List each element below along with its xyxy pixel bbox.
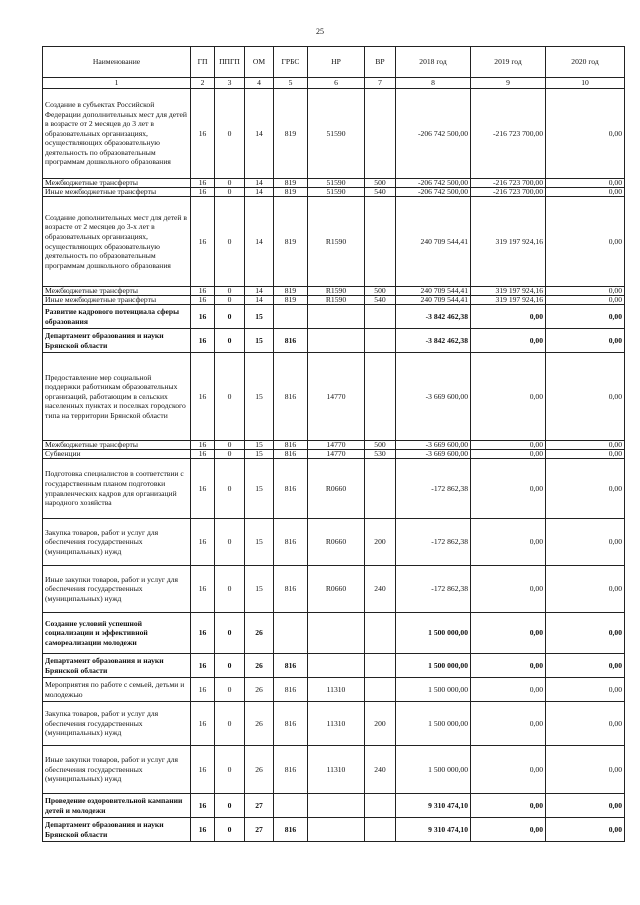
vr-cell — [365, 329, 396, 353]
ppgp-cell: 0 — [215, 287, 245, 296]
ppgp-cell: 0 — [215, 441, 245, 450]
vr-cell — [365, 89, 396, 179]
gp-cell: 16 — [191, 296, 215, 305]
ppgp-cell: 0 — [215, 450, 245, 459]
column-header: ВР — [365, 47, 396, 78]
amount-2018-cell: -3 842 462,38 — [396, 305, 471, 329]
gp-cell: 16 — [191, 197, 215, 287]
nr-cell: 11310 — [308, 702, 365, 746]
amount-2020-cell: 0,00 — [546, 188, 625, 197]
om-cell: 15 — [245, 566, 274, 613]
amount-2020-cell: 0,00 — [546, 818, 625, 842]
nr-cell: R0660 — [308, 519, 365, 566]
amount-2019-cell: 319 197 924,16 — [471, 296, 546, 305]
nr-cell: R1590 — [308, 287, 365, 296]
om-cell: 27 — [245, 794, 274, 818]
nr-cell — [308, 654, 365, 678]
ppgp-cell: 0 — [215, 305, 245, 329]
row-name-cell: Межбюджетные трансферты — [43, 179, 191, 188]
row-name-cell: Иные закупки товаров, работ и услуг для обеспечения государственных (муниципальных) нужд — [43, 746, 191, 794]
grbs-cell: 816 — [274, 441, 308, 450]
table-row — [43, 566, 625, 613]
vr-cell — [365, 613, 396, 654]
amount-2019-cell: 0,00 — [471, 678, 546, 702]
column-header: ППГП — [215, 47, 245, 78]
column-number: 8 — [396, 78, 471, 89]
amount-2020-cell: 0,00 — [546, 353, 625, 441]
om-cell: 15 — [245, 450, 274, 459]
nr-cell — [308, 818, 365, 842]
table-row — [43, 188, 625, 197]
ppgp-cell: 0 — [215, 654, 245, 678]
gp-cell: 16 — [191, 353, 215, 441]
grbs-cell: 816 — [274, 450, 308, 459]
amount-2020-cell: 0,00 — [546, 441, 625, 450]
vr-cell — [365, 678, 396, 702]
om-cell: 26 — [245, 702, 274, 746]
nr-cell — [308, 329, 365, 353]
nr-cell: 14770 — [308, 450, 365, 459]
amount-2020-cell: 0,00 — [546, 566, 625, 613]
gp-cell: 16 — [191, 566, 215, 613]
amount-2020-cell: 0,00 — [546, 678, 625, 702]
amount-2018-cell: 1 500 000,00 — [396, 702, 471, 746]
om-cell: 14 — [245, 287, 274, 296]
ppgp-cell: 0 — [215, 459, 245, 519]
table-row — [43, 678, 625, 702]
om-cell: 15 — [245, 459, 274, 519]
om-cell: 26 — [245, 678, 274, 702]
table-row — [43, 459, 625, 519]
amount-2020-cell: 0,00 — [546, 287, 625, 296]
gp-cell: 16 — [191, 654, 215, 678]
amount-2018-cell: 1 500 000,00 — [396, 678, 471, 702]
nr-cell: 14770 — [308, 441, 365, 450]
ppgp-cell: 0 — [215, 794, 245, 818]
column-number: 7 — [365, 78, 396, 89]
gp-cell: 16 — [191, 519, 215, 566]
table-row — [43, 197, 625, 287]
gp-cell: 16 — [191, 188, 215, 197]
amount-2019-cell: 0,00 — [471, 702, 546, 746]
amount-2019-cell: 0,00 — [471, 566, 546, 613]
amount-2018-cell: -3 842 462,38 — [396, 329, 471, 353]
row-name-cell: Иные закупки товаров, работ и услуг для обеспечения государственных (муниципальных) нужд — [43, 566, 191, 613]
nr-cell — [308, 794, 365, 818]
om-cell: 15 — [245, 519, 274, 566]
ppgp-cell: 0 — [215, 353, 245, 441]
column-number: 3 — [215, 78, 245, 89]
column-header: 2019 год — [471, 47, 546, 78]
om-cell: 14 — [245, 296, 274, 305]
table-row — [43, 519, 625, 566]
column-number: 4 — [245, 78, 274, 89]
amount-2019-cell: -216 723 700,00 — [471, 188, 546, 197]
table-row — [43, 305, 625, 329]
gp-cell: 16 — [191, 746, 215, 794]
gp-cell: 16 — [191, 613, 215, 654]
vr-cell — [365, 305, 396, 329]
amount-2019-cell: -216 723 700,00 — [471, 89, 546, 179]
table-row — [43, 329, 625, 353]
nr-cell — [308, 613, 365, 654]
column-number: 6 — [308, 78, 365, 89]
amount-2019-cell: 0,00 — [471, 613, 546, 654]
table-row — [43, 654, 625, 678]
nr-cell: 51590 — [308, 179, 365, 188]
column-header: ОМ — [245, 47, 274, 78]
ppgp-cell: 0 — [215, 818, 245, 842]
vr-cell — [365, 197, 396, 287]
row-name-cell: Предоставление мер социальной поддержки работникам образовательных организаций, работающим в сельских населенных пунктах и поселках городского типа на территории Брянской области — [43, 353, 191, 441]
grbs-cell: 816 — [274, 353, 308, 441]
grbs-cell: 816 — [274, 459, 308, 519]
amount-2019-cell: -216 723 700,00 — [471, 179, 546, 188]
amount-2019-cell: 0,00 — [471, 441, 546, 450]
amount-2018-cell: 1 500 000,00 — [396, 613, 471, 654]
row-name-cell: Департамент образования и науки Брянской области — [43, 818, 191, 842]
row-name-cell: Создание условий успешной социализации и эффективной самореализации молодежи — [43, 613, 191, 654]
ppgp-cell: 0 — [215, 188, 245, 197]
gp-cell: 16 — [191, 794, 215, 818]
column-header: ГП — [191, 47, 215, 78]
amount-2020-cell: 0,00 — [546, 459, 625, 519]
nr-cell: 14770 — [308, 353, 365, 441]
amount-2019-cell: 0,00 — [471, 818, 546, 842]
ppgp-cell: 0 — [215, 179, 245, 188]
amount-2019-cell: 0,00 — [471, 329, 546, 353]
vr-cell: 200 — [365, 519, 396, 566]
amount-2018-cell: -206 742 500,00 — [396, 89, 471, 179]
amount-2018-cell: -3 669 600,00 — [396, 441, 471, 450]
column-number: 10 — [546, 78, 625, 89]
amount-2019-cell: 0,00 — [471, 353, 546, 441]
grbs-cell: 816 — [274, 746, 308, 794]
amount-2018-cell: 1 500 000,00 — [396, 746, 471, 794]
table-row — [43, 296, 625, 305]
om-cell: 14 — [245, 179, 274, 188]
amount-2020-cell: 0,00 — [546, 794, 625, 818]
page-number: 25 — [316, 27, 324, 36]
column-number: 5 — [274, 78, 308, 89]
grbs-cell: 816 — [274, 566, 308, 613]
row-name-cell: Закупка товаров, работ и услуг для обеспечения государственных (муниципальных) нужд — [43, 702, 191, 746]
row-name-cell: Проведение оздоровительной кампании детей и молодежи — [43, 794, 191, 818]
vr-cell: 500 — [365, 179, 396, 188]
column-header: НР — [308, 47, 365, 78]
vr-cell: 500 — [365, 287, 396, 296]
grbs-cell: 816 — [274, 702, 308, 746]
nr-cell: 11310 — [308, 746, 365, 794]
amount-2019-cell: 0,00 — [471, 654, 546, 678]
om-cell: 15 — [245, 305, 274, 329]
grbs-cell: 816 — [274, 818, 308, 842]
amount-2019-cell: 0,00 — [471, 459, 546, 519]
amount-2018-cell: 240 709 544,41 — [396, 287, 471, 296]
amount-2018-cell: -172 862,38 — [396, 519, 471, 566]
amount-2018-cell: -172 862,38 — [396, 459, 471, 519]
grbs-cell: 819 — [274, 179, 308, 188]
amount-2019-cell: 0,00 — [471, 519, 546, 566]
vr-cell: 540 — [365, 188, 396, 197]
om-cell: 26 — [245, 654, 274, 678]
row-name-cell: Департамент образования и науки Брянской области — [43, 329, 191, 353]
grbs-cell: 816 — [274, 329, 308, 353]
table-row — [43, 89, 625, 179]
column-header: Наименование — [43, 47, 191, 78]
om-cell: 15 — [245, 441, 274, 450]
row-name-cell: Департамент образования и науки Брянской области — [43, 654, 191, 678]
amount-2018-cell: -3 669 600,00 — [396, 450, 471, 459]
nr-cell: 51590 — [308, 188, 365, 197]
amount-2018-cell: 240 709 544,41 — [396, 296, 471, 305]
amount-2019-cell: 319 197 924,16 — [471, 287, 546, 296]
grbs-cell: 819 — [274, 188, 308, 197]
nr-cell: 51590 — [308, 89, 365, 179]
table-row — [43, 794, 625, 818]
nr-cell: R0660 — [308, 459, 365, 519]
vr-cell: 500 — [365, 441, 396, 450]
column-header: 2020 год — [546, 47, 625, 78]
ppgp-cell: 0 — [215, 678, 245, 702]
om-cell: 14 — [245, 89, 274, 179]
amount-2018-cell: -206 742 500,00 — [396, 179, 471, 188]
vr-cell — [365, 353, 396, 441]
amount-2018-cell: -172 862,38 — [396, 566, 471, 613]
vr-cell: 240 — [365, 566, 396, 613]
gp-cell: 16 — [191, 459, 215, 519]
vr-cell — [365, 459, 396, 519]
amount-2020-cell: 0,00 — [546, 746, 625, 794]
grbs-cell — [274, 613, 308, 654]
nr-cell: R0660 — [308, 566, 365, 613]
column-number: 9 — [471, 78, 546, 89]
row-name-cell: Развитие кадрового потенциала сферы образования — [43, 305, 191, 329]
gp-cell: 16 — [191, 179, 215, 188]
amount-2020-cell: 0,00 — [546, 613, 625, 654]
amount-2020-cell: 0,00 — [546, 305, 625, 329]
table-row — [43, 818, 625, 842]
amount-2020-cell: 0,00 — [546, 179, 625, 188]
ppgp-cell: 0 — [215, 519, 245, 566]
row-name-cell: Подготовка специалистов в соответствии с государственным планом подготовки управленческих кадров для организаций народного хозяйства — [43, 459, 191, 519]
grbs-cell: 816 — [274, 519, 308, 566]
gp-cell: 16 — [191, 89, 215, 179]
vr-cell — [365, 818, 396, 842]
om-cell: 26 — [245, 746, 274, 794]
amount-2020-cell: 0,00 — [546, 654, 625, 678]
amount-2018-cell: 9 310 474,10 — [396, 794, 471, 818]
amount-2019-cell: 0,00 — [471, 305, 546, 329]
gp-cell: 16 — [191, 441, 215, 450]
ppgp-cell: 0 — [215, 197, 245, 287]
amount-2018-cell: 1 500 000,00 — [396, 654, 471, 678]
row-name-cell: Мероприятия по работе с семьей, детьми и молодежью — [43, 678, 191, 702]
nr-cell — [308, 305, 365, 329]
gp-cell: 16 — [191, 702, 215, 746]
vr-cell: 530 — [365, 450, 396, 459]
grbs-cell: 819 — [274, 89, 308, 179]
amount-2019-cell: 0,00 — [471, 450, 546, 459]
budget-table — [42, 46, 625, 842]
gp-cell: 16 — [191, 305, 215, 329]
nr-cell: 11310 — [308, 678, 365, 702]
grbs-cell: 816 — [274, 654, 308, 678]
amount-2018-cell: 240 709 544,41 — [396, 197, 471, 287]
ppgp-cell: 0 — [215, 702, 245, 746]
column-number: 2 — [191, 78, 215, 89]
gp-cell: 16 — [191, 287, 215, 296]
om-cell: 14 — [245, 197, 274, 287]
amount-2018-cell: -206 742 500,00 — [396, 188, 471, 197]
amount-2020-cell: 0,00 — [546, 197, 625, 287]
table-row — [43, 441, 625, 450]
column-header: 2018 год — [396, 47, 471, 78]
row-name-cell: Субвенции — [43, 450, 191, 459]
grbs-cell — [274, 305, 308, 329]
table-row — [43, 287, 625, 296]
ppgp-cell: 0 — [215, 296, 245, 305]
grbs-cell: 819 — [274, 287, 308, 296]
nr-cell: R1590 — [308, 197, 365, 287]
ppgp-cell: 0 — [215, 566, 245, 613]
row-name-cell: Создание дополнительных мест для детей в возрасте от 2 месяцев до 3-х лет в образовательных организациях, осуществляющих образовательную деятельность по образовательным программам дошкольного образования — [43, 197, 191, 287]
ppgp-cell: 0 — [215, 613, 245, 654]
grbs-cell: 819 — [274, 296, 308, 305]
amount-2020-cell: 0,00 — [546, 89, 625, 179]
amount-2018-cell: -3 669 600,00 — [396, 353, 471, 441]
gp-cell: 16 — [191, 450, 215, 459]
om-cell: 15 — [245, 353, 274, 441]
ppgp-cell: 0 — [215, 89, 245, 179]
row-name-cell: Иные межбюджетные трансферты — [43, 188, 191, 197]
amount-2019-cell: 0,00 — [471, 746, 546, 794]
amount-2020-cell: 0,00 — [546, 519, 625, 566]
amount-2018-cell: 9 310 474,10 — [396, 818, 471, 842]
amount-2019-cell: 0,00 — [471, 794, 546, 818]
vr-cell: 200 — [365, 702, 396, 746]
column-number-row — [43, 78, 625, 89]
amount-2020-cell: 0,00 — [546, 329, 625, 353]
table-row — [43, 353, 625, 441]
column-header: ГРБС — [274, 47, 308, 78]
om-cell: 15 — [245, 329, 274, 353]
table-row — [43, 613, 625, 654]
vr-cell: 540 — [365, 296, 396, 305]
grbs-cell: 816 — [274, 678, 308, 702]
table-header-row — [43, 47, 625, 78]
row-name-cell: Межбюджетные трансферты — [43, 441, 191, 450]
om-cell: 26 — [245, 613, 274, 654]
om-cell: 27 — [245, 818, 274, 842]
amount-2020-cell: 0,00 — [546, 296, 625, 305]
table-row — [43, 746, 625, 794]
row-name-cell: Закупка товаров, работ и услуг для обеспечения государственных (муниципальных) нужд — [43, 519, 191, 566]
row-name-cell: Межбюджетные трансферты — [43, 287, 191, 296]
gp-cell: 16 — [191, 329, 215, 353]
amount-2020-cell: 0,00 — [546, 450, 625, 459]
amount-2019-cell: 319 197 924,16 — [471, 197, 546, 287]
vr-cell: 240 — [365, 746, 396, 794]
row-name-cell: Иные межбюджетные трансферты — [43, 296, 191, 305]
table-row — [43, 450, 625, 459]
amount-2020-cell: 0,00 — [546, 702, 625, 746]
vr-cell — [365, 654, 396, 678]
column-number: 1 — [43, 78, 191, 89]
table-row — [43, 179, 625, 188]
row-name-cell: Создание в субъектах Российской Федерации дополнительных мест для детей в возрасте от 2 месяцев до 3 лет в образовательных организациях, осуществляющих образовательную деятельность по образовательным программам дошкольного образования — [43, 89, 191, 179]
ppgp-cell: 0 — [215, 746, 245, 794]
nr-cell: R1590 — [308, 296, 365, 305]
gp-cell: 16 — [191, 818, 215, 842]
grbs-cell — [274, 794, 308, 818]
ppgp-cell: 0 — [215, 329, 245, 353]
om-cell: 14 — [245, 188, 274, 197]
table-row — [43, 702, 625, 746]
grbs-cell: 819 — [274, 197, 308, 287]
vr-cell — [365, 794, 396, 818]
gp-cell: 16 — [191, 678, 215, 702]
